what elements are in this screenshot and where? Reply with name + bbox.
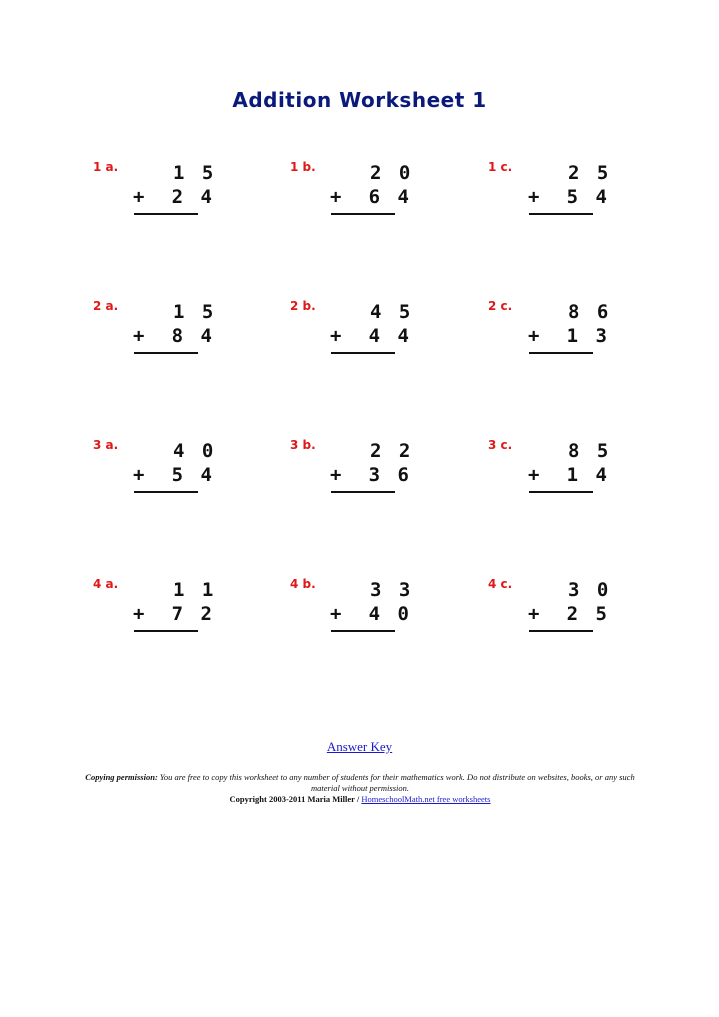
footer (80, 772, 640, 805)
top-addend: 1 5 (173, 162, 217, 184)
problem (290, 299, 480, 369)
top-addend: 1 5 (173, 301, 217, 323)
answer-line (529, 630, 593, 632)
answer-line (331, 213, 395, 215)
problem (488, 299, 678, 369)
problem (488, 577, 678, 647)
bottom-addend: 1 3 (566, 325, 610, 347)
problem (93, 160, 283, 230)
bottom-addend: 5 4 (566, 186, 610, 208)
problem-label: 4 a. (93, 577, 119, 591)
problem-label: 3 c. (488, 438, 513, 452)
plus-sign: + (330, 464, 345, 486)
problem-label: 1 c. (488, 160, 513, 174)
problem (93, 577, 283, 647)
bottom-addend: 2 4 (171, 186, 215, 208)
problem (488, 160, 678, 230)
worksheet-title: Addition Worksheet 1 (232, 88, 487, 112)
bottom-addend: 2 5 (566, 603, 610, 625)
problem-label: 4 b. (290, 577, 316, 591)
problem (93, 299, 283, 369)
bottom-addend: 6 4 (368, 186, 412, 208)
top-addend: 3 3 (370, 579, 414, 601)
problem-label: 2 a. (93, 299, 119, 313)
plus-sign: + (330, 325, 345, 347)
bottom-addend: 1 4 (566, 464, 610, 486)
answer-line (529, 352, 593, 354)
problem-label: 1 a. (93, 160, 119, 174)
top-addend: 1 1 (173, 579, 217, 601)
plus-sign: + (528, 464, 543, 486)
top-addend: 8 5 (568, 440, 612, 462)
answer-key-container (0, 739, 719, 755)
problem-label: 2 b. (290, 299, 316, 313)
problem (290, 438, 480, 508)
bottom-addend: 8 4 (171, 325, 215, 347)
plus-sign: + (330, 603, 345, 625)
problem (488, 438, 678, 508)
homeschoolmath-link[interactable]: HomeschoolMath.net free worksheets (361, 794, 491, 804)
top-addend: 4 5 (370, 301, 414, 323)
top-addend: 2 5 (568, 162, 612, 184)
problem (290, 577, 480, 647)
problem (93, 438, 283, 508)
problem-label: 3 b. (290, 438, 316, 452)
copyright-text: Copyright 2003-2011 Maria Miller / (229, 794, 362, 804)
plus-sign: + (133, 325, 148, 347)
answer-line (331, 630, 395, 632)
answer-line (134, 491, 198, 493)
answer-line (331, 491, 395, 493)
top-addend: 2 0 (370, 162, 414, 184)
problem (290, 160, 480, 230)
permission-text: You are free to copy this worksheet to any number of students for their mathematics work. Do not distribute on websites, books, or any such material without permission. (157, 772, 635, 793)
plus-sign: + (133, 464, 148, 486)
top-addend: 2 2 (370, 440, 414, 462)
plus-sign: + (133, 603, 148, 625)
plus-sign: + (528, 186, 543, 208)
top-addend: 4 0 (173, 440, 217, 462)
problem-label: 2 c. (488, 299, 513, 313)
answer-line (134, 630, 198, 632)
answer-line (331, 352, 395, 354)
plus-sign: + (528, 603, 543, 625)
problem-label: 1 b. (290, 160, 316, 174)
answer-line (529, 213, 593, 215)
top-addend: 8 6 (568, 301, 612, 323)
bottom-addend: 3 6 (368, 464, 412, 486)
answer-key-link[interactable]: Answer Key (326, 739, 393, 754)
bottom-addend: 4 4 (368, 325, 412, 347)
problem-label: 4 c. (488, 577, 513, 591)
answer-line (529, 491, 593, 493)
plus-sign: + (528, 325, 543, 347)
plus-sign: + (133, 186, 148, 208)
permission-lead: Copying permission: (85, 772, 158, 782)
answer-line (134, 352, 198, 354)
bottom-addend: 4 0 (368, 603, 412, 625)
problem-label: 3 a. (93, 438, 119, 452)
top-addend: 3 0 (568, 579, 612, 601)
plus-sign: + (330, 186, 345, 208)
bottom-addend: 5 4 (171, 464, 215, 486)
answer-line (134, 213, 198, 215)
bottom-addend: 7 2 (171, 603, 215, 625)
